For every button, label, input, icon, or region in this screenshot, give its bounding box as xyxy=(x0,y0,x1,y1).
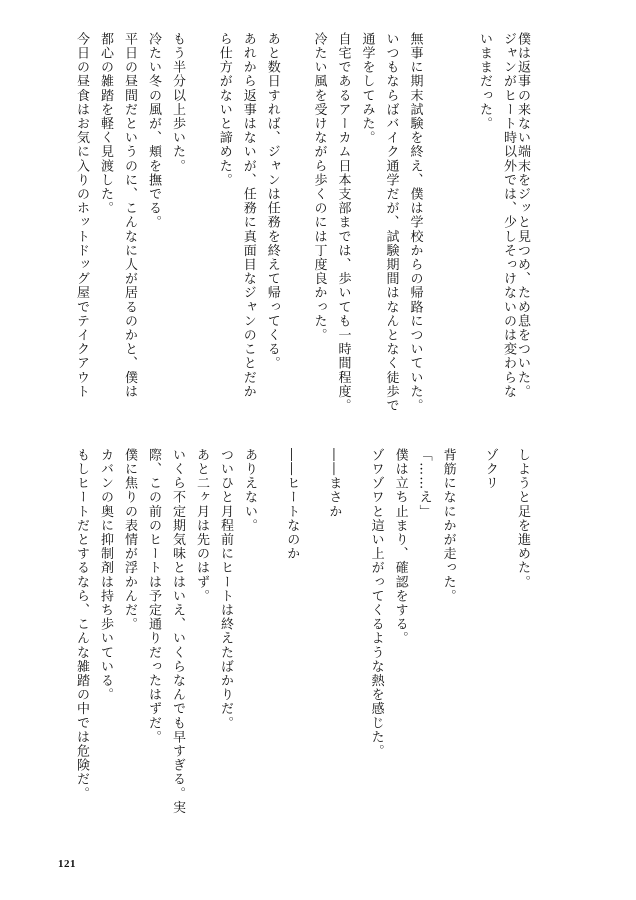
upper-text-block xyxy=(64,32,529,422)
text-line: 背筋になにかが走った。 xyxy=(440,448,456,604)
text-line: 冷たい風を受けながら歩くのには丁度良かった。 xyxy=(311,32,327,343)
text-line: 平日の昼間だというのに、こんなに人が居るのかと、僕は xyxy=(122,32,137,399)
text-line: カバンの奥に抑制剤は持ち歩いている。 xyxy=(97,448,113,702)
lower-text-block xyxy=(64,448,529,843)
text-line: ゾクリ xyxy=(482,448,498,491)
text-line: いくら不定期気味とはいえ、いくらなんでも早すぎる。実 xyxy=(169,448,185,815)
text-line: いつもならばバイク通学だが、試験期間はなんとなく徒歩で xyxy=(383,32,399,413)
text-line: ――まさか xyxy=(326,448,342,519)
text-line: 自宅であるアーカム日本支部までは、歩いても一時間程度。 xyxy=(335,32,351,413)
blank-line xyxy=(266,448,274,843)
text-line: しようと足を進めた。 xyxy=(515,448,530,589)
text-line: 「……え」 xyxy=(416,448,432,519)
blank-line xyxy=(350,448,358,843)
text-line: 僕は立ち止まり、確認をする。 xyxy=(392,448,408,646)
text-line: 僕に焦りの表情が浮かんだ。 xyxy=(121,448,137,632)
text-line: ら仕方がないと諦めた。 xyxy=(216,32,232,188)
text-line: もしヒートだとするなら、こんな雑踏の中では危険だ。 xyxy=(73,448,89,801)
text-line: 無事に期末試験を終え、僕は学校からの帰路についていた。 xyxy=(407,32,423,413)
blank-line xyxy=(465,448,473,843)
blank-line xyxy=(432,32,445,422)
text-line: ゾワゾワと這い上がってくるような熱を感じた。 xyxy=(368,448,384,759)
blank-line xyxy=(308,448,316,843)
text-line: 冷たい冬の風が、頬を撫でる。 xyxy=(146,32,161,230)
text-line: あと二ヶ月は先のはず。 xyxy=(193,448,209,604)
blank-line xyxy=(194,32,207,422)
page-number: 121 xyxy=(58,858,76,870)
text-line: ついひと月程前にヒートは終えたばかりだ。 xyxy=(217,448,233,730)
text-line: 都心の雑踏を軽く見渡した。 xyxy=(98,32,113,216)
text-line: ジャンがヒート時以外では、少しそっけないのは変わらな xyxy=(501,32,516,399)
text-line: あれから返事はないが、任務に真面目なジャンのことだか xyxy=(240,32,256,399)
text-line: もう半分以上歩いた。 xyxy=(170,32,185,173)
blank-line xyxy=(454,32,467,422)
text-line: あと数日すれば、ジャンは任務を終えて帰ってくる。 xyxy=(264,32,280,371)
text-line: 僕は返事の来ない端末をジッと見つめ、ため息をついた。 xyxy=(515,32,530,399)
text-line: ありえない。 xyxy=(241,448,257,533)
text-line: 今日の昼食はお気に入りのホットドッグ屋でテイクアウト xyxy=(74,32,89,399)
text-line: いままだった。 xyxy=(477,32,492,131)
text-line: 際、この前のヒートは予定通りだったはずだ。 xyxy=(145,448,161,745)
text-line: ――ヒートなのか xyxy=(284,448,300,561)
blank-line xyxy=(289,32,302,422)
blank-line xyxy=(507,448,515,843)
text-line: 通学をしてみた。 xyxy=(359,32,375,145)
